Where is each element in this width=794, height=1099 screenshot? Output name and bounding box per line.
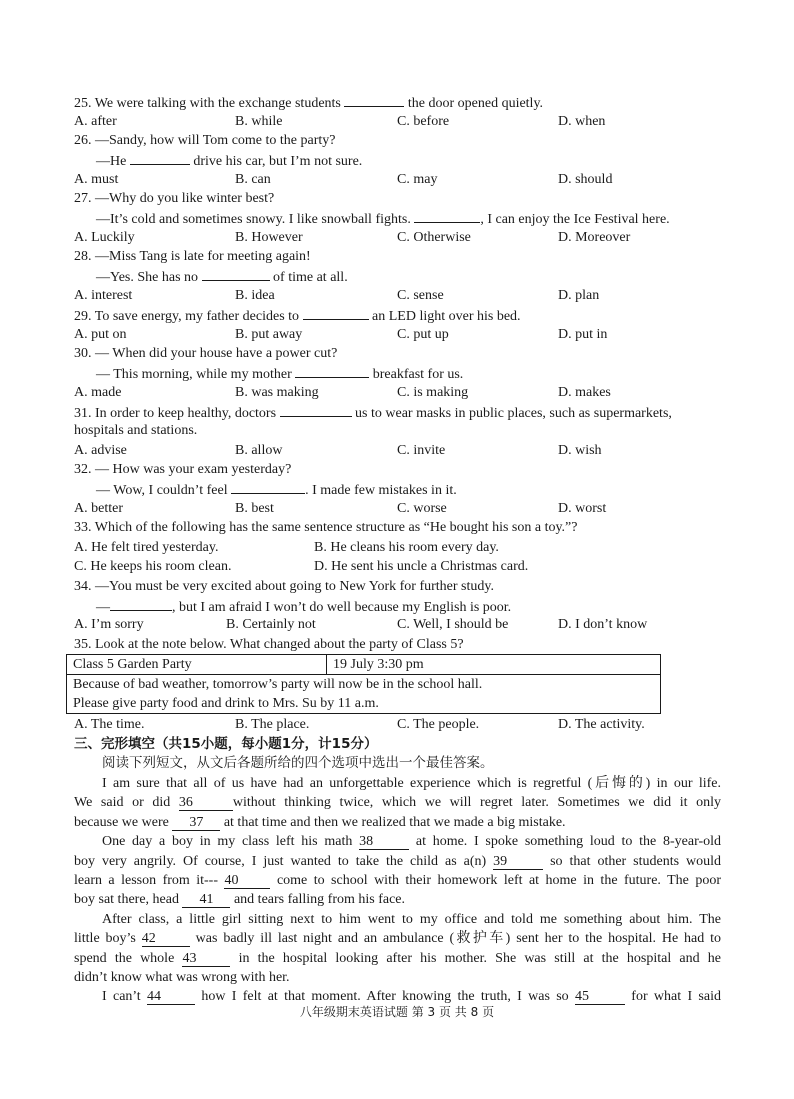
note-title: Class 5 Garden Party — [67, 655, 327, 675]
question-27: 27. —Why do you like winter best? — [74, 191, 275, 206]
answer-blank[interactable] — [231, 479, 305, 494]
option-b: B. can — [235, 172, 271, 187]
option-b: B. put away — [235, 327, 303, 342]
option-b: B. was making — [235, 385, 319, 400]
blank-39[interactable]: 39 — [493, 854, 543, 870]
option-c: C. worse — [397, 501, 447, 516]
passage-line: boy very angrily. Of course, I just wanted to take the child as a(n) 39 so that other students would — [74, 853, 722, 869]
question-28: 28. —Miss Tang is late for meeting again! — [74, 249, 311, 264]
option-d: D. makes — [558, 385, 611, 400]
option-a: A. He felt tired yesterday. — [74, 540, 219, 555]
question-35: 35. Look at the note below. What changed about the party of Class 5? — [74, 637, 464, 652]
option-a: A. must — [74, 172, 119, 187]
option-a: A. after — [74, 114, 117, 129]
option-b: B. The place. — [235, 717, 310, 732]
passage-line: little boy’s 42 was badly ill last night and an ambulance (救护车) sent her to the hospital. He had to — [74, 931, 722, 947]
question-34: 34. —You must be very excited about going to New York for further study. — [74, 579, 494, 594]
passage-line: We said or did 36 without thinking twice, which we will regret later. Sometimes we did it only — [74, 795, 721, 811]
note-body: Because of bad weather, tomorrow’s party will now be in the school hall. Please give party food and drink to Mrs. Su by 11 a.m. — [67, 675, 661, 714]
question-31: 31. In order to keep healthy, doctors us to wear masks in public places, such as supermarkets, — [74, 402, 672, 423]
note-date: 19 July 3:30 pm — [327, 655, 661, 675]
option-d: D. I don’t know — [558, 617, 648, 632]
answer-blank[interactable] — [303, 305, 369, 320]
passage-line: One day a boy in my class left his math 38 at home. I spoke something loud to the 8-year-old — [102, 834, 722, 850]
option-c: C. may — [397, 172, 438, 187]
question-31-cont: hospitals and stations. — [74, 423, 198, 438]
option-c: C. The people. — [397, 717, 480, 732]
passage-line: I can’t 44 how I felt at that moment. After knowing the truth, I was so 45 for what I said — [102, 989, 721, 1005]
party-note-table — [66, 654, 661, 714]
question-28-reply: —Yes. She has no of time at all. — [96, 266, 348, 287]
option-c: C. Well, I should be — [397, 617, 509, 632]
passage-line: because we were 37 at that time and then we realized that we made a big mistake. — [74, 814, 566, 830]
question-25: 25. We were talking with the exchange students the door opened quietly. — [74, 92, 543, 113]
option-a: A. better — [74, 501, 123, 516]
option-d: D. put in — [558, 327, 608, 342]
question-26-reply: —He drive his car, but I’m not sure. — [96, 150, 362, 171]
option-b: B. However — [235, 230, 303, 245]
option-b: B. He cleans his room every day. — [314, 540, 499, 555]
question-26: 26. —Sandy, how will Tom come to the party? — [74, 133, 336, 148]
blank-37[interactable]: 37 — [172, 815, 220, 831]
answer-blank[interactable] — [295, 363, 369, 378]
question-32-reply: — Wow, I couldn’t feel . I made few mistakes in it. — [96, 479, 457, 500]
question-27-reply: —It’s cold and sometimes snowy. I like snowball fights. , I can enjoy the Ice Festival here. — [96, 208, 670, 229]
option-b: B. while — [235, 114, 283, 129]
blank-42[interactable]: 42 — [142, 931, 190, 947]
option-d: D. worst — [558, 501, 607, 516]
passage-line: After class, a little girl sitting next to him went to my office and told me something about him. The — [102, 911, 721, 927]
cloze-passage — [74, 774, 721, 1007]
question-34-reply: — , but I am afraid I won’t do well because my English is poor. — [96, 596, 511, 617]
option-c: C. before — [397, 114, 450, 129]
option-d: D. plan — [558, 288, 600, 303]
blank-36[interactable]: 36 — [179, 795, 233, 811]
option-a: A. The time. — [74, 717, 145, 732]
answer-blank[interactable] — [130, 150, 190, 165]
option-c: C. sense — [397, 288, 444, 303]
blank-38[interactable]: 38 — [359, 834, 409, 850]
option-d: D. The activity. — [558, 717, 645, 732]
option-a: A. advise — [74, 443, 127, 458]
option-d: D. He sent his uncle a Christmas card. — [314, 559, 529, 574]
section-heading: 三、完形填空（共15小题，每小题1分，计15分） — [74, 736, 378, 752]
blank-41[interactable]: 41 — [182, 892, 230, 908]
blank-44[interactable]: 44 — [147, 989, 195, 1005]
option-c: C. put up — [397, 327, 449, 342]
question-30: 30. — When did your house have a power cut? — [74, 346, 338, 361]
option-a: A. I’m sorry — [74, 617, 144, 632]
passage-line: learn a lesson from it--- 40 come to school with their homework left at home in the future. The poor — [74, 873, 722, 889]
answer-blank[interactable] — [414, 208, 480, 223]
option-b: B. Certainly not — [226, 617, 316, 632]
option-c: C. Otherwise — [397, 230, 471, 245]
option-a: A. interest — [74, 288, 133, 303]
option-d: D. when — [558, 114, 606, 129]
blank-43[interactable]: 43 — [182, 951, 230, 967]
question-30-reply: — This morning, while my mother breakfast for us. — [96, 363, 463, 384]
option-b: B. idea — [235, 288, 275, 303]
option-a: A. made — [74, 385, 122, 400]
passage-line: I am sure that all of us have had an unforgettable experience which is regretful (后悔的) in our life. — [102, 776, 721, 791]
blank-45[interactable]: 45 — [575, 989, 625, 1005]
option-c: C. is making — [397, 385, 469, 400]
option-b: B. allow — [235, 443, 283, 458]
option-a: A. Luckily — [74, 230, 135, 245]
question-29: 29. To save energy, my father decides to an LED light over his bed. — [74, 305, 521, 326]
page-footer: 八年级期末英语试题 第 3 页 共 8 页 — [299, 1005, 495, 1019]
blank-40[interactable]: 40 — [224, 873, 270, 889]
question-32: 32. — How was your exam yesterday? — [74, 462, 292, 477]
answer-blank[interactable] — [110, 596, 172, 611]
option-d: D. should — [558, 172, 613, 187]
option-b: B. best — [235, 501, 274, 516]
option-d: D. wish — [558, 443, 602, 458]
passage-line: boy sat there, head 41 and tears falling from his face. — [74, 892, 406, 908]
option-d: D. Moreover — [558, 230, 631, 245]
question-33: 33. Which of the following has the same sentence structure as “He bought his son a toy.”? — [74, 520, 578, 535]
answer-blank[interactable] — [202, 266, 270, 281]
section-instruction: 阅读下列短文，从文后各题所给的四个选项中选出一个最佳答案。 — [102, 755, 494, 771]
answer-blank[interactable] — [280, 402, 352, 417]
option-c: C. invite — [397, 443, 446, 458]
option-a: A. put on — [74, 327, 127, 342]
answer-blank[interactable] — [344, 92, 404, 107]
passage-line: spend the whole 43 in the hospital looking after his mother. She was still at the hospital and he — [74, 950, 721, 966]
option-c: C. He keeps his room clean. — [74, 559, 232, 574]
passage-line: didn’t know what was wrong with her. — [74, 970, 290, 986]
